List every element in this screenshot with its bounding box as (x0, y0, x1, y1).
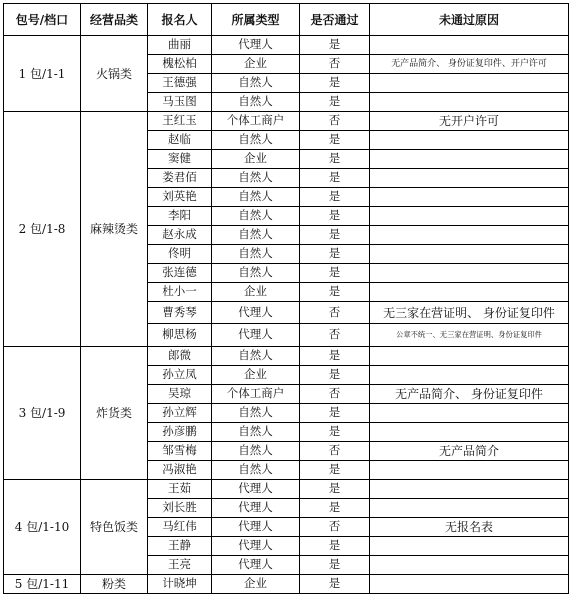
category-cell: 麻辣烫类 (81, 112, 148, 347)
pass-status: 是 (300, 245, 370, 264)
applicant-type: 自然人 (212, 226, 300, 245)
applicant-name: 槐松柏 (148, 55, 212, 74)
pass-status: 是 (300, 226, 370, 245)
applicant-type: 企业 (212, 575, 300, 594)
applicant-name: 王静 (148, 537, 212, 556)
fail-reason: 无产品简介、 身份证复印件 (370, 385, 569, 404)
pass-status: 是 (300, 131, 370, 150)
applicant-name: 王德强 (148, 74, 212, 93)
applicant-name: 张连德 (148, 264, 212, 283)
fail-reason (370, 461, 569, 480)
pass-status: 是 (300, 575, 370, 594)
category-cell: 火锅类 (81, 36, 148, 112)
pass-status: 是 (300, 74, 370, 93)
pass-status: 否 (300, 442, 370, 461)
fail-reason: 无报名表 (370, 518, 569, 537)
fail-reason (370, 283, 569, 302)
fail-reason (370, 537, 569, 556)
fail-reason: 无产品简介、 身份证复印件、开户许可 (370, 55, 569, 74)
category-cell: 特色饭类 (81, 480, 148, 575)
pass-status: 是 (300, 207, 370, 226)
applicant-type: 个体工商户 (212, 112, 300, 131)
applicant-type: 自然人 (212, 131, 300, 150)
fail-reason (370, 264, 569, 283)
package-cell: 1 包/1-1 (4, 36, 81, 112)
applicant-name: 曲丽 (148, 36, 212, 55)
fail-reason (370, 226, 569, 245)
fail-reason (370, 480, 569, 499)
applicant-type: 企业 (212, 366, 300, 385)
header-row (4, 4, 569, 36)
applicant-name: 孙立辉 (148, 404, 212, 423)
applicant-name: 刘长胜 (148, 499, 212, 518)
applicant-name: 曹秀琴 (148, 302, 212, 324)
pass-status: 否 (300, 55, 370, 74)
fail-reason: 无三家在营证明、 身份证复印件 (370, 302, 569, 324)
applicant-type: 企业 (212, 283, 300, 302)
applicant-name: 李阳 (148, 207, 212, 226)
table-row (4, 575, 569, 594)
fail-reason: 无产品简介 (370, 442, 569, 461)
applicant-name: 赵临 (148, 131, 212, 150)
header-passed: 是否通过 (300, 4, 370, 36)
applicant-name: 吴琼 (148, 385, 212, 404)
pass-status: 是 (300, 283, 370, 302)
applicant-type: 自然人 (212, 423, 300, 442)
applicant-type: 代理人 (212, 556, 300, 575)
applicant-name: 郎微 (148, 347, 212, 366)
applicant-name: 刘英艳 (148, 188, 212, 207)
pass-status: 是 (300, 36, 370, 55)
applicant-name: 计晓坤 (148, 575, 212, 594)
pass-status: 是 (300, 461, 370, 480)
applicant-type: 自然人 (212, 169, 300, 188)
pass-status: 否 (300, 518, 370, 537)
applicant-name: 王红玉 (148, 112, 212, 131)
applicant-type: 代理人 (212, 36, 300, 55)
table-row (4, 347, 569, 366)
applicant-type: 企业 (212, 55, 300, 74)
fail-reason (370, 423, 569, 442)
applicant-name: 佟明 (148, 245, 212, 264)
pass-status: 是 (300, 537, 370, 556)
fail-reason (370, 188, 569, 207)
table-row (4, 480, 569, 499)
applicant-type: 自然人 (212, 461, 300, 480)
applicant-name: 王茹 (148, 480, 212, 499)
fail-reason: 无开户许可 (370, 112, 569, 131)
applicant-type: 自然人 (212, 404, 300, 423)
applicant-type: 自然人 (212, 245, 300, 264)
applicant-name: 孙彦鹏 (148, 423, 212, 442)
pass-status: 是 (300, 264, 370, 283)
pass-status: 是 (300, 169, 370, 188)
applicant-type: 自然人 (212, 264, 300, 283)
pass-status: 是 (300, 150, 370, 169)
applicant-name: 孙立凤 (148, 366, 212, 385)
applicant-name: 马红伟 (148, 518, 212, 537)
fail-reason (370, 74, 569, 93)
fail-reason (370, 575, 569, 594)
applicant-name: 柳思杨 (148, 324, 212, 347)
fail-reason (370, 499, 569, 518)
applicant-type: 个体工商户 (212, 385, 300, 404)
applicant-name: 娄君佰 (148, 169, 212, 188)
applicant-name: 杜小一 (148, 283, 212, 302)
pass-status: 否 (300, 385, 370, 404)
header-applicant: 报名人 (148, 4, 212, 36)
pass-status: 否 (300, 324, 370, 347)
fail-reason (370, 169, 569, 188)
header-package: 包号/档口 (4, 4, 81, 36)
pass-status: 是 (300, 499, 370, 518)
fail-reason (370, 93, 569, 112)
pass-status: 是 (300, 347, 370, 366)
applicant-type: 企业 (212, 150, 300, 169)
category-cell: 炸货类 (81, 347, 148, 480)
applicant-type: 自然人 (212, 74, 300, 93)
applicant-name: 马玉图 (148, 93, 212, 112)
fail-reason (370, 556, 569, 575)
package-cell: 2 包/1-8 (4, 112, 81, 347)
pass-status: 是 (300, 480, 370, 499)
package-cell: 4 包/1-10 (4, 480, 81, 575)
applicant-name: 窦健 (148, 150, 212, 169)
applicant-type: 代理人 (212, 302, 300, 324)
table-row (4, 36, 569, 55)
applicant-type: 自然人 (212, 347, 300, 366)
fail-reason: 公章不统一、无三家在营证明、身份证复印件 (370, 324, 569, 347)
fail-reason (370, 245, 569, 264)
applicant-name: 王亮 (148, 556, 212, 575)
header-category: 经营品类 (81, 4, 148, 36)
applicant-type: 自然人 (212, 442, 300, 461)
fail-reason (370, 347, 569, 366)
fail-reason (370, 131, 569, 150)
pass-status: 是 (300, 423, 370, 442)
fail-reason (370, 150, 569, 169)
pass-status: 否 (300, 302, 370, 324)
package-cell: 5 包/1-11 (4, 575, 81, 594)
applicant-type: 代理人 (212, 324, 300, 347)
applicant-type: 自然人 (212, 207, 300, 226)
fail-reason (370, 404, 569, 423)
package-cell: 3 包/1-9 (4, 347, 81, 480)
applicant-type: 代理人 (212, 480, 300, 499)
applicant-name: 邹雪梅 (148, 442, 212, 461)
table-row (4, 112, 569, 131)
applicant-type: 代理人 (212, 537, 300, 556)
registration-table (3, 3, 569, 594)
header-type: 所属类型 (212, 4, 300, 36)
fail-reason (370, 36, 569, 55)
pass-status: 是 (300, 556, 370, 575)
pass-status: 是 (300, 93, 370, 112)
pass-status: 否 (300, 112, 370, 131)
fail-reason (370, 207, 569, 226)
pass-status: 是 (300, 366, 370, 385)
applicant-name: 冯淑艳 (148, 461, 212, 480)
pass-status: 是 (300, 404, 370, 423)
applicant-type: 自然人 (212, 188, 300, 207)
fail-reason (370, 366, 569, 385)
applicant-type: 代理人 (212, 499, 300, 518)
registration-table-container (3, 3, 569, 594)
pass-status: 是 (300, 188, 370, 207)
header-reason: 未通过原因 (370, 4, 569, 36)
applicant-name: 赵永成 (148, 226, 212, 245)
category-cell: 粉类 (81, 575, 148, 594)
applicant-type: 自然人 (212, 93, 300, 112)
applicant-type: 代理人 (212, 518, 300, 537)
